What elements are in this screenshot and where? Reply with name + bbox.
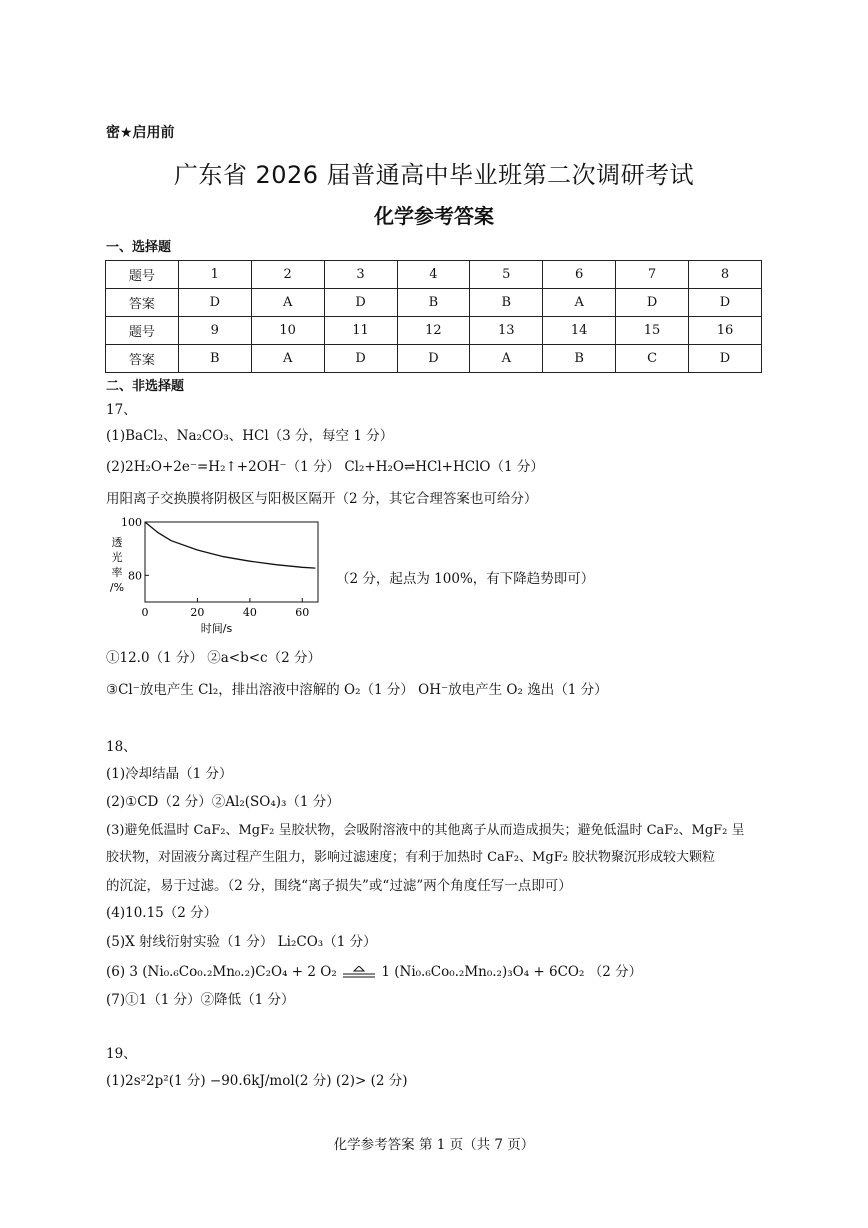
row-header-cell: 题号 xyxy=(106,261,179,289)
table-cell: C xyxy=(616,345,689,373)
confidential-mark: 密★启用前 xyxy=(106,125,175,141)
q18-line-8: (7)①1（1 分）②降低（1 分） xyxy=(106,992,295,1008)
table-cell: 16 xyxy=(689,317,762,345)
table-cell: 7 xyxy=(616,261,689,289)
table-cell: A xyxy=(470,345,543,373)
table-cell: B xyxy=(397,289,470,317)
table-cell: 5 xyxy=(470,261,543,289)
section-heading-nonchoice: 二、非选择题 xyxy=(106,379,185,394)
table-cell: D xyxy=(689,289,762,317)
question-number-19: 19、 xyxy=(106,1046,137,1062)
equation-reactants: (6) 3 (Ni₀.₆Co₀.₂Mn₀.₂)C₂O₄ + 2 O₂ xyxy=(106,964,337,980)
row-header-cell: 题号 xyxy=(106,317,179,345)
table-cell: 11 xyxy=(324,317,397,345)
table-row xyxy=(106,289,762,317)
table-cell: 13 xyxy=(470,317,543,345)
table-cell: A xyxy=(251,289,324,317)
q18-line-5: 的沉淀，易于过滤。（2 分，围绕“离子损失”或“过滤”两个角度任写一点即可） xyxy=(106,878,572,894)
table-cell: A xyxy=(251,345,324,373)
table-cell: D xyxy=(689,345,762,373)
table-cell: D xyxy=(324,289,397,317)
q18-line-7: (5)X 射线衍射实验（1 分） Li₂CO₃（1 分） xyxy=(106,934,377,950)
row-header-cell: 答案 xyxy=(106,289,179,317)
q18-line-4: 胶状物，对固液分离过程产生阻力，影响过滤速度；有利于加热时 CaF₂、MgF₂ 胶状物聚沉形成较大颗粒 xyxy=(106,850,716,865)
table-cell: 6 xyxy=(543,261,616,289)
q17-line-4: ①12.0（1 分） ②a<b<c（2 分） xyxy=(106,650,321,666)
x-axis-label: 时间/s xyxy=(200,622,233,635)
table-cell: 2 xyxy=(251,261,324,289)
table-cell: B xyxy=(543,345,616,373)
table-cell: 8 xyxy=(689,261,762,289)
q18-equation xyxy=(106,960,642,980)
table-cell: D xyxy=(616,289,689,317)
table-cell: 15 xyxy=(616,317,689,345)
x-tick-label: 40 xyxy=(242,606,257,619)
table-row xyxy=(106,345,762,373)
table-cell: 12 xyxy=(397,317,470,345)
q17-line-1: (1)BaCl₂、Na₂CO₃、HCl（3 分，每空 1 分） xyxy=(106,428,394,444)
q17-line-3: 用阳离子交换膜将阴极区与阳极区隔开（2 分，其它合理答案也可给分） xyxy=(106,491,538,507)
table-row xyxy=(106,317,762,345)
y-axis-label-char: 光 xyxy=(111,551,123,564)
q19-line-1: (1)2s²2p²(1 分) −90.6kJ/mol(2 分) (2)> (2 分) xyxy=(106,1073,408,1089)
y-tick-label: 100 xyxy=(121,516,142,529)
table-cell: D xyxy=(178,289,251,317)
table-cell: 14 xyxy=(543,317,616,345)
heat-equals-icon xyxy=(341,966,377,980)
chart-scoring-note: （2 分，起点为 100%，有下降趋势即可） xyxy=(336,571,595,587)
question-number-17: 17、 xyxy=(106,402,137,418)
table-cell: 10 xyxy=(251,317,324,345)
x-tick-label: 20 xyxy=(190,606,205,619)
table-cell: A xyxy=(543,289,616,317)
q18-line-1: (1)冷却结晶（1 分） xyxy=(106,766,233,782)
section-heading-choice: 一、选择题 xyxy=(106,240,172,255)
answer-table xyxy=(105,260,762,373)
table-cell: 9 xyxy=(178,317,251,345)
q18-line-6: (4)10.15（2 分） xyxy=(106,905,218,921)
y-axis-label-char: 透 xyxy=(111,536,123,549)
table-cell: D xyxy=(397,345,470,373)
y-axis-label-char: /% xyxy=(109,581,125,594)
q17-line-2: (2)2H₂O+2e⁻=H₂↑+2OH⁻（1 分） Cl₂+H₂O⇌HCl+HClO（1 分） xyxy=(106,459,544,475)
row-header-cell: 答案 xyxy=(106,345,179,373)
chart-svg xyxy=(100,510,330,640)
question-number-18: 18、 xyxy=(106,739,137,755)
table-cell: 4 xyxy=(397,261,470,289)
q18-line-3: (3)避免低温时 CaF₂、MgF₂ 呈胶状物，会吸附溶液中的其他离子从而造成损失；避免低温时 CaF₂、MgF₂ 呈 xyxy=(106,823,745,838)
equation-products: 1 (Ni₀.₆Co₀.₂Mn₀.₂)₃O₄ + 6CO₂ （2 分） xyxy=(381,964,643,980)
answer-key-subtitle: 化学参考答案 xyxy=(374,204,494,228)
table-cell: D xyxy=(324,345,397,373)
table-cell: B xyxy=(178,345,251,373)
y-axis-label-char: 率 xyxy=(111,566,123,579)
table-cell: 3 xyxy=(324,261,397,289)
table-cell: 1 xyxy=(178,261,251,289)
transmittance-chart xyxy=(100,510,330,640)
page-footer: 化学参考答案 第 1 页（共 7 页） xyxy=(333,1137,535,1153)
x-tick-label: 60 xyxy=(295,606,310,619)
q18-line-2: (2)①CD（2 分）②Al₂(SO₄)₃（1 分） xyxy=(106,794,340,810)
y-tick-label: 80 xyxy=(128,569,142,583)
exam-title: 广东省 2026 届普通高中毕业班第二次调研考试 xyxy=(173,161,695,189)
table-row xyxy=(106,261,762,289)
x-tick-label: 0 xyxy=(141,606,149,619)
series-line xyxy=(145,522,315,568)
q17-line-5: ③Cl⁻放电产生 Cl₂，排出溶液中溶解的 O₂（1 分） OH⁻放电产生 O₂ 逸出（1 分） xyxy=(106,682,608,698)
plot-frame xyxy=(145,522,318,602)
table-cell: B xyxy=(470,289,543,317)
